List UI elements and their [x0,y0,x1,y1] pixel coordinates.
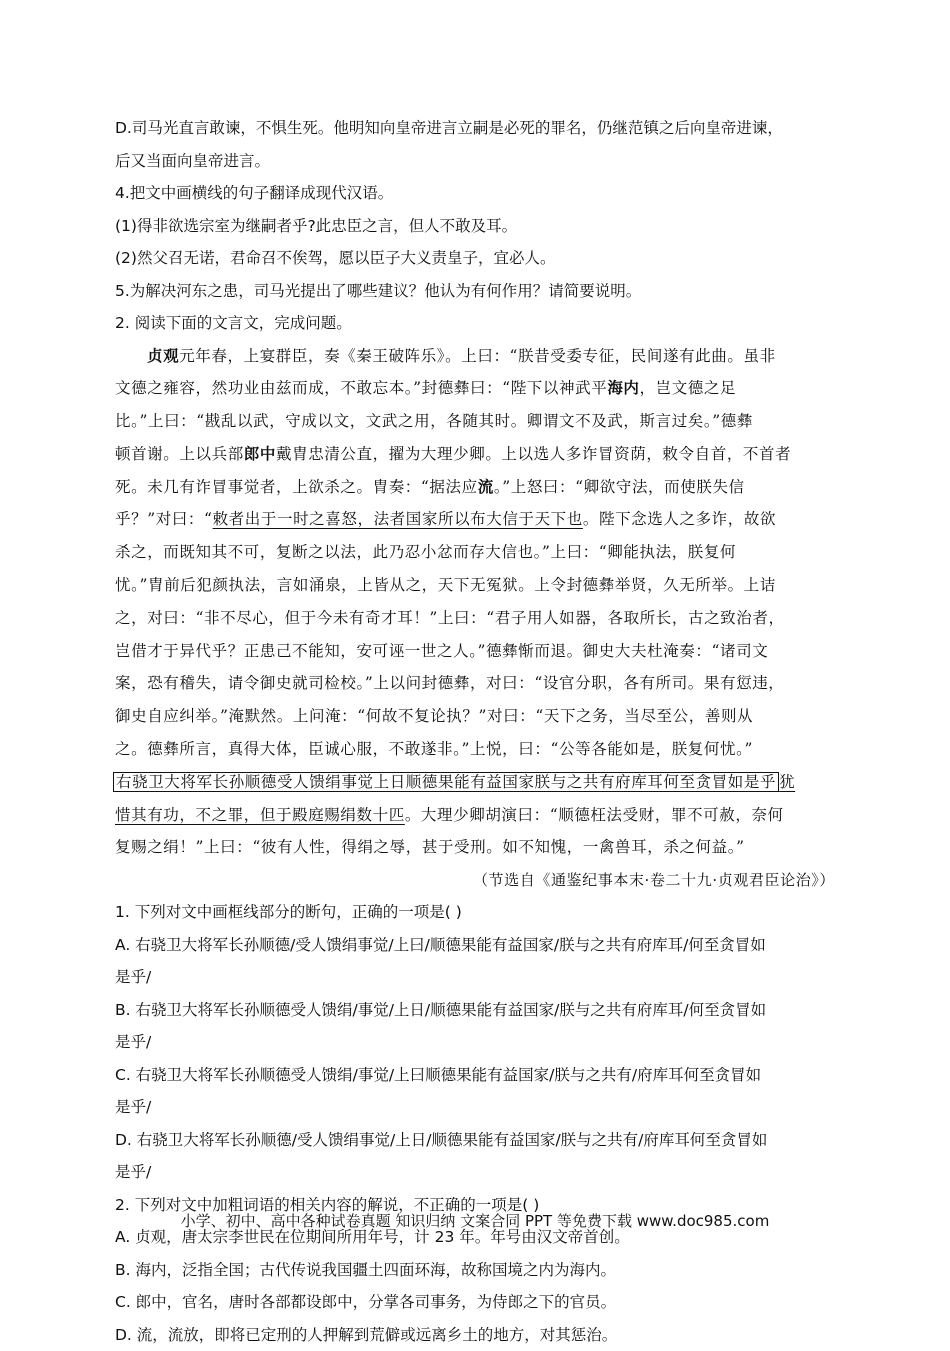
passage-text: 。”上怒曰：“卿欲守法，而使朕失信 [493,477,745,496]
question-4-item-1: (1)得非欲选宗室为继嗣者乎?此忠臣之言，但人不敢及耳。 [115,216,518,235]
boxed-sentence: 右骁卫大将军长孙顺德受人馈绢事觉上日顺德果能有益国家朕与之共有府库耳何至贪冒如是乎 [113,772,779,792]
reading-instruction: 2. 阅读下面的文言文，完成问题。 [115,314,352,332]
underlined-sentence: 敕者出于一时之喜怒，法者国家所以布大信于天下也 [212,510,583,529]
passage-line: 之。德彝所言，真得大体，臣诚心服，不敢遂非。”上悦，曰：“公等各能如是，朕复何忧。” [115,740,753,759]
underlined-sentence: 犹 [779,772,796,791]
passage-text: 顿首谢。上以兵部 [115,444,244,463]
q2-option-a: A. 贞观，唐太宗李世民在位期间所用年号，计 23 年。年号由汉文帝首创。 [115,1228,630,1247]
passage-line: 忧。”胄前后犯颜执法，言如涌泉，上皆从之，天下无冤狱。上令封德彝举贤，久无所举。上诘 [115,576,776,595]
passage-line [115,799,835,832]
passage-line: 案，恐有稽失，请令御史就司检校。”上以问封德彝，对曰：“设官分职，各有所司。果有愆违， [115,674,785,693]
q2-option-c: C. 郎中，官名，唐时各部都设郎中，分掌各司事务，为侍郎之下的官员。 [115,1293,617,1312]
passage-line: 岂借才于异代乎？正患己不能知，安可诬一世之人。”德彝惭而退。御史大夫杜淹奏：“诸司文 [115,641,769,660]
option-d: D. 右骁卫大将军长孙顺德/受人馈绢事觉/上日/顺德果能有益国家/朕与之共有/府库耳何至贪冒如 [115,1130,768,1149]
questions [115,896,835,1351]
bold-term-langzhong: 郎中 [243,443,277,463]
bold-term-liu: 流 [477,476,494,496]
passage-text: 。陛下念选人之多诈，故欲 [582,510,777,529]
passage-line [115,340,835,373]
q2-option-b: B. 海内，泛指全国；古代传说我国疆土四面环海，故称国境之内为海内。 [115,1260,616,1279]
passage-text: 戴胄忠清公直，擢为大理少卿。上以选人多诈冒资荫，敕令自首，不首者 [276,444,792,463]
bold-term-hainei: 海内 [607,378,640,398]
question-5: 5.为解决河东之患，司马光提出了哪些建议？他认为有何作用？请简要说明。 [115,281,642,300]
passage-text: 。大理少卿胡演曰：“顺德枉法受财，罪不可赦，奈何 [404,805,784,824]
option-a: A. 右骁卫大将军长孙顺德/受人馈绢事觉/上曰/顺德果能有益国家/朕与之共有府库耳/何至贪冒如 [115,935,766,954]
option-b-cont: 是乎/ [115,1033,152,1052]
document-page [115,112,835,1351]
underlined-sentence: 惜其有功，不之罪，但于殿庭赐绢数十匹 [115,805,405,824]
text-line: 后又当面向皇帝进言。 [115,151,271,170]
option-a-cont: 是乎/ [115,968,152,987]
passage-line: 杀之，而既知其不可，复断之以法，此乃忍小忿而存大信也。”上曰：“卿能执法，朕复何 [115,543,737,562]
bold-term-zhenguan: 贞观 [147,345,180,365]
footer-note: 小学、初中、高中各种试卷真题 知识归纳 文案合同 PPT 等免费下载 www.doc985.com [180,1212,770,1230]
question-2: 2. 下列对文中加粗词语的相关内容的解说，不正确的一项是( ) [115,1195,540,1214]
question-1: 1. 下列对文中画框线部分的断句，正确的一项是( ) [115,903,462,922]
previous-questions [115,112,835,340]
option-b: B. 右骁卫大将军长孙顺德受人馈绢/事觉/上日/顺德果能有益国家/朕与之共有府库耳/何至贪冒如 [115,1000,767,1019]
passage-text: 乎？”对曰：“ [115,510,213,529]
passage-line: 复赐之绢！”上曰：“彼有人性，得绢之辱，甚于受刑。如不知愧，一禽兽耳，杀之何益。” [115,838,745,857]
classical-passage [115,340,835,897]
passage-line [115,766,835,799]
passage-line: 之，对曰：“非不尽心，但于今未有奇才耳！”上曰：“君子用人如器，各取所长，古之致治者， [115,608,785,627]
option-c-cont: 是乎/ [115,1098,152,1117]
passage-text: 死。未几有诈冒事觉者，上欲杀之。胄奏：“据法应 [115,477,478,496]
q2-option-d: D. 流，流放，即将已定刑的人押解到荒僻或远离乡土的地方，对其惩治。 [115,1325,618,1344]
option-d-cont: 是乎/ [115,1163,152,1182]
option-c: C. 右骁卫大将军长孙顺德受人馈绢/事觉/上曰顺德果能有益国家/朕与之共有/府库耳何至贪冒如 [115,1065,762,1084]
passage-line [115,438,835,471]
passage-source: （节选自《通鉴纪事本末·卷二十九·贞观君臣论治》） [472,871,835,890]
question-4-heading: 4.把文中画横线的句子翻译成现代汉语。 [115,184,394,202]
question-4-item-2: (2)然父召无诺，君命召不俟驾，愿以臣子大义责皇子，宜必人。 [115,249,556,267]
passage-line [115,471,835,504]
passage-line: 御史自应纠举。”淹默然。上问淹：“何故不复论执？”对曰：“天下之务，当尽至公，善则从 [115,707,754,726]
passage-line: 比。”上曰：“戡乱以武，守成以文，文武之用，各随其时。卿谓文不及武，斯言过矣。”德彝 [115,412,753,431]
passage-text: ，岂文德之足 [639,379,737,398]
text-line: D.司马光直言敢谏，不惧生死。他明知向皇帝进言立嗣是必死的罪名，仍继范镇之后向皇帝进谏， [115,119,783,137]
passage-text: 文德之雍容，然功业由兹而成，不敢忘本。”封德彝曰：“陛下以神武平 [115,379,608,398]
passage-line [115,503,835,536]
passage-line [115,372,835,405]
passage-text: 元年春，上宴群臣，奏《秦王破阵乐》。上曰：“朕昔受委专征，民间遂有此曲。虽非 [179,346,776,365]
